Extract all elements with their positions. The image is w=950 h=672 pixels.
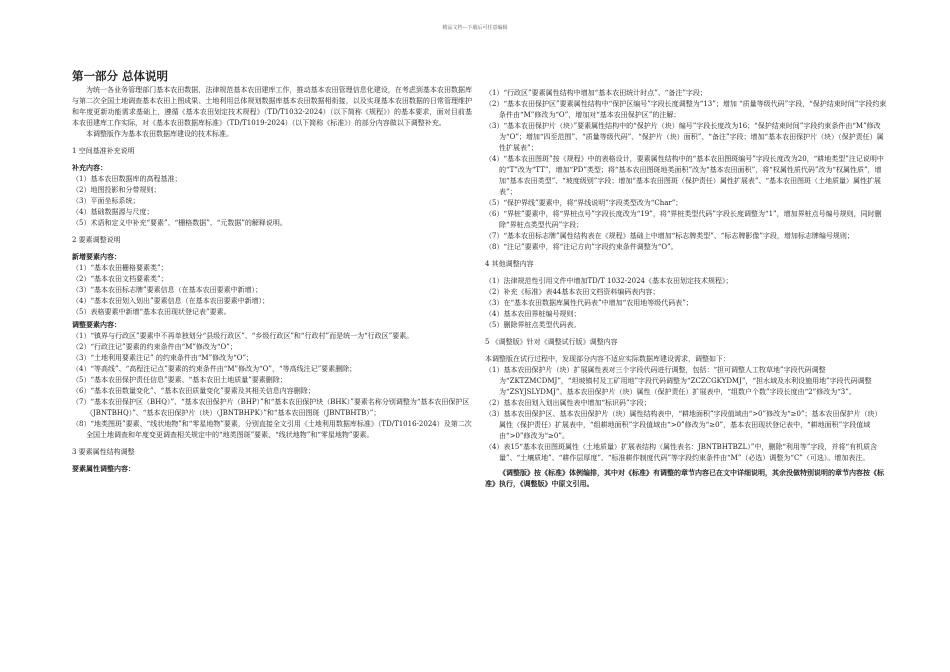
revision-intro: 本调整版在试行过程中，发现部分内容不适应实际数据库建设需求，调整如下： (485, 355, 730, 363)
heading-other-adjustments: 4 其他调整内容 (485, 260, 534, 268)
list-item: （1）法律规范性引用文件中增加TD/T 1032-2024《基本农田划定技术规程》； (485, 277, 733, 285)
list-item: （3）在“基本农田数据库属性代码表”中增加“农用地等级代码表”； (485, 299, 693, 307)
list-item: （1）“基本农田栅格要素类”； (72, 264, 168, 272)
list-item: （3）基本农田保护区、基本农田保护片（块）属性结构表中，“耕地面积”字段值域由“>0”修改为“≥0”；基本农田保护片（块）属性（保护责任）扩展表中，“组耕地面积”字段值域由“>0”修改为“≥0”，基本农田现状登记表中，“耕地面积”字段值域由“>0”修改为“≥0”。 (485, 410, 882, 440)
list-item: （4）“等高线”、“高程注记点”要素的约束条件由“M”修改为“O”，“等高线注记”要素删除； (72, 365, 357, 373)
list-item: （5）表格要素中新增“基本农田现状登记表”要素。 (72, 308, 231, 316)
list-item: （1）“行政区”要素属性结构中增加“基本农田统计时点”、“备注”字段； (485, 89, 707, 97)
list-item: （3）“土地利用要素注记” 的约束条件由“M”修改为“O”； (72, 354, 254, 362)
list-item: （4）表15“基本农田图斑属性（土地质量）扩展表结构（属性表名：JBNTBHTBZL）”中，删除“利用等”字段，并将“有机质含量”、“土壤质地”、“耕作层厚度”、“标准耕作制度代码”等字段约束条件由“M”（必选）调整为“C”（可选）。增加表注。 (485, 443, 878, 462)
heading-feature-adjustment: 2 要素调整说明 (72, 236, 121, 244)
list-item: （2）“行政注记”要素的约束条件由“M”修改为“O”； (72, 343, 237, 351)
list-item: （7）“基本农田保护区（BHQ）”、“基本农田保护片（BHP）”和“基本农田保护块（BHK）”要素名称分别调整为“基本农田保护区（JBNTBHQ）”、“基本农田保护片（块）（JBNTBHPK）”和“基本农田图斑（JBNTBHTB）”； (72, 398, 470, 417)
list-item: （2）基本农田划入划出属性表中增加“标识码”字段； (485, 399, 651, 407)
list-item: （5）“保护界线”要素中，将“界线说明”字段类型改为“Char”； (485, 199, 683, 207)
list-item: （1）“镇界与行政区”要素中不再单独划分“县级行政区”、“乡级行政区”和“行政村”而是统一为“行政区”要素。 (72, 332, 414, 340)
list-item: （5）删除界桩点类型代码表。 (485, 321, 581, 329)
list-item: （5）术语和定义中补充“要素”、“栅格数据”、“元数据”的解释说明。 (72, 219, 287, 227)
list-item: （3）“基本农田保护片（块）”要素属性结构中的“保护片（块）编号”字段长度改为16；“保护结束时间”字段约束条件由“M”修改为“O”；增加“四至范围”、“质量等级代码”、“保护片（块）面积”、“备注”字段；增加“基本农田保护片（块）（保护责任）属性扩展表”； (485, 122, 884, 152)
list-item: （4）“基本农田划入划出”要素信息（在基本农田要素中新增）； (72, 297, 270, 305)
list-s2-new (72, 263, 472, 318)
list-item: （4）基础数据源与尺度； (72, 208, 154, 216)
list-item: （5）“基本农田保护责任信息”要素、“基本农田土地质量”要素删除； (72, 376, 287, 384)
list-item: （2）地图投影和分带规则； (72, 186, 161, 194)
list-s5 (485, 365, 887, 464)
list-item: （1）基本农田保护片（块）扩展属性表对三个字段代码进行调整，包括：“担可调整人工牧草地”字段代码调整为“ZKTZMCDMJ”，“坦坡镇村及工矿用地”字段代码调整为“ZCZCGKYDMJ”，“担水域及水利设施用地”字段代码调整为“ZSYJSLYDMJ”。基本农田保护片（块）属性（保护责任）扩展表中，“组数户个数”字段长度由“2”修改为“3”。 (485, 366, 872, 396)
heading-spatial-reference: 1 空间基准补充说明 (72, 147, 135, 155)
list-item: （3）“基本农田标志牌”要素信息（在基本农田要素中新增）； (72, 286, 263, 294)
list-s2-adjusted (72, 331, 472, 441)
list-item: （7）“基本农田标志牌”属性结构表在《规程》基础上中增加“标志牌类型”、“标志牌影像”字段，增加标志牌编号规则； (485, 232, 854, 240)
list-s4 (485, 276, 887, 331)
section-title: 第一部分 总体说明 (72, 69, 169, 83)
list-s3 (485, 88, 887, 253)
closing-paragraph: 《调整版》按《标准》体例编排，其中对《标准》有调整的章节内容已在文中详细说明，其余没做特别说明的章节内容按《标准》执行，《调整版》中原文引用。 (485, 469, 884, 488)
list-item: （8）“注记”要素中，将“注记方向”字段约束条件调整为“O”。 (485, 243, 678, 251)
purpose-paragraph: 本调整版作为基本农田数据库建设的技术标准。 (86, 130, 233, 138)
heading-revision: 5 《调整版》针对《调整试行版》调整内容 (485, 338, 618, 346)
list-item: （1）基本农田数据库的高程基准； (72, 175, 182, 183)
subheading-adjusted-features: 调整要素内容： (72, 321, 121, 329)
list-s1 (72, 174, 472, 229)
list-item: （3）平面坐标系统； (72, 197, 140, 205)
subheading-attribute-content: 要素属性调整内容： (72, 465, 135, 473)
list-item: （4）“基本农田图斑”按《规程》中的表格设计，要素属性结构中的“基本农田图斑编号”字段长度改为20，“耕地类型”注记说明中的“T”改为“TT”，增加“PD”类型；将“基本农田图斑地类面积”改为“基本农田面积”，将“权属性质代码”改为“权属性质”，增加“基本农田类型”、“坡度级别”字段；增加“基本农田图斑（保护责任）属性扩展表”、“基本农田图斑（土地质量）属性扩展表”； (485, 155, 884, 196)
list-item: （6）“基本农田数量变化”、“基本农田质量变化”要素及其相关信息内容删除； (72, 387, 315, 395)
left-column (72, 68, 472, 475)
list-item: （8）“地类图斑”要素、“线状地物”和“零星地物”要素，分别直接全文引用《土地利用数据库标准》（TD/T1016-2024）及第二次全国土地调查和年度变更调查相关规定中的“地类图斑”要素、“线状地物”和“零星地物”要素。 (72, 420, 472, 439)
right-column (485, 88, 887, 490)
list-item: （2）补充《标准》表44基本农田文档资料编码表内容； (485, 288, 660, 296)
page-header: 精品文档---下载后可任意编辑 (442, 25, 508, 31)
list-item: （6）“界桩”要素中，将“界桩点号”字段长度改为“19”，将“界桩类型代码”字段长度调整为“1”，增加界桩点号编号规则，同时删除“界桩点类型代码”字段； (485, 210, 882, 229)
list-item: （4）基本农田界桩编号规则； (485, 310, 581, 318)
list-item: （2）“基本农田保护区”要素属性结构中“保护区编号”字段长度调整为“13”；增加 “质量等级代码”字段，“保护结束时间”字段约束条件由“M”修改为“O”，增加对“基本农田保护区”的注解； (485, 100, 887, 119)
subheading-new-features: 新增要素内容： (72, 253, 121, 261)
list-item: （2）“基本农田文档要素类”； (72, 275, 168, 283)
heading-attribute-structure: 3 要素属性结构调整 (72, 448, 135, 456)
subheading-supplement: 补充内容： (72, 164, 107, 172)
intro-paragraph: 为统一各业务管理部门基本农田数据，法律规范基本农田建库工作，推动基本农田管理信息化建设，在考虑到基本农田数据库与第二次全国土地调查基本农田上图成果、土地利用总体规划数据库基本农田数据相衔接，以及实现基本农田数据的日常管理维护和年度更新功能需求基础上，遵循《基本农田划定技术规程》（TD/T1032-2024）（以下简称《规程》）的基本要求，面对目前基本农田建库工作实际，对《基本农田数据库标准》（TD/T1019-2024）（以下简称《标准》）的部分内容做以下调整补充。 (72, 86, 472, 127)
